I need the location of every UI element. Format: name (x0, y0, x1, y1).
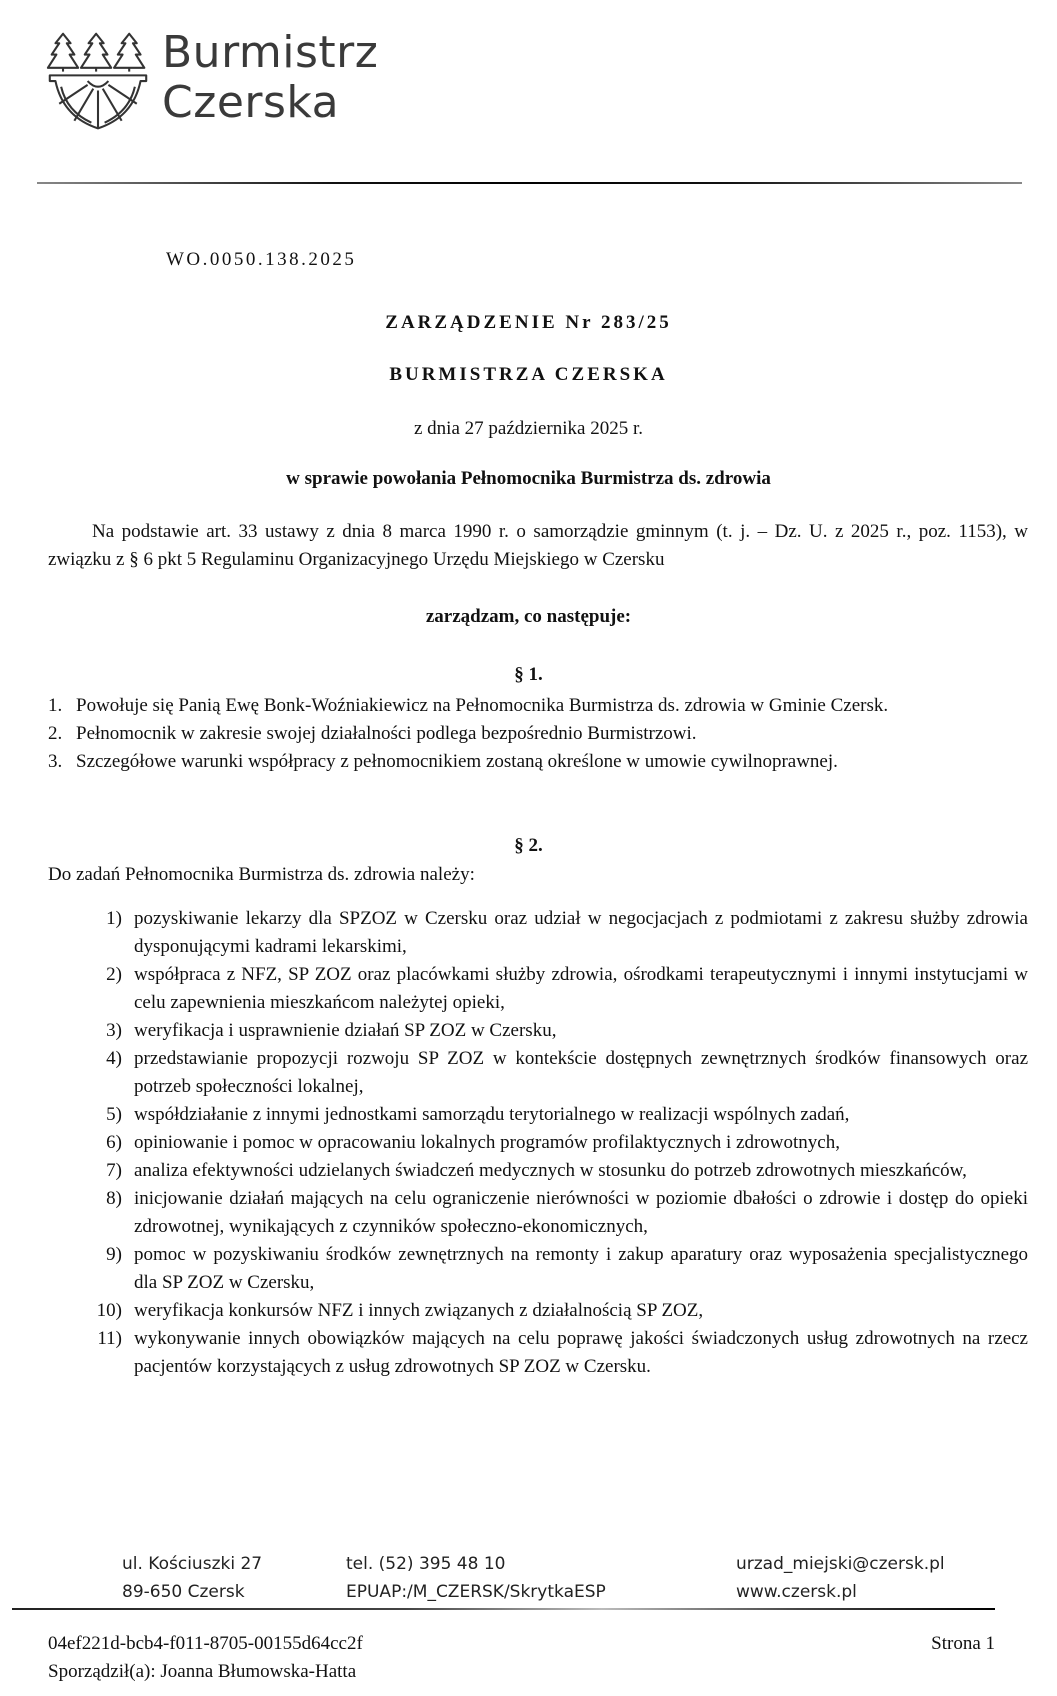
list-item (72, 905, 1028, 961)
list-item-text: przedstawianie propozycji rozwoju SP ZOZ w kontekście dostępnych zewnętrznych środków finansowych oraz potrzeb społeczności lokalnej, (134, 1048, 1028, 1097)
list-item-text: współpraca z NFZ, SP ZOZ oraz placówkami służby zdrowia, ośrodkami terapeutycznymi i innymi instytucjami w celu zapewnienia mieszkańcom należytej opieki, (134, 964, 1028, 1013)
list-item-number: 10) (96, 1300, 122, 1321)
list-item (48, 720, 1028, 748)
section-2-list (72, 905, 1028, 1381)
legal-basis-text: Na podstawie art. 33 ustawy z dnia 8 marca 1990 r. o samorządzie gminnym (t. j. – Dz. U. z 2025 r., poz. 1153), w związku z § 6 pkt 5 Regulaminu Organizacyjnego Urzędu Miejskiego w Czersku (48, 521, 1028, 570)
list-item (48, 692, 1028, 720)
list-item-number: 6) (106, 1132, 122, 1153)
contact-phone: tel. (52) 395 48 10 (346, 1554, 506, 1574)
list-item-number: 11) (97, 1328, 122, 1349)
contact-street: ul. Kościuszki 27 (122, 1554, 263, 1574)
list-item-text: inicjowanie działań mających na celu ograniczenie nierówności w poziomie dbałości o zdrowie i dostęp do opieki zdrowotnej, wynikających z czynników społeczno-ekonomicznych, (134, 1188, 1028, 1237)
logo-line-2: Czerska (162, 77, 340, 128)
legal-basis (48, 518, 1028, 574)
list-item-text: współdziałanie z innymi jednostkami samorządu terytorialnego w realizacji wspólnych zadań, (134, 1104, 850, 1125)
list-item-number: 1. (48, 695, 63, 716)
list-item (72, 1185, 1028, 1241)
page-number: Strona 1 (931, 1633, 995, 1654)
case-signature: WO.0050.138.2025 (166, 249, 357, 270)
section-1-heading: § 1. (514, 664, 543, 685)
list-item-number: 8) (106, 1188, 122, 1209)
list-item (72, 1297, 1028, 1325)
list-item-text: Powołuje się Panią Ewę Bonk-Woźniakiewicz na Pełnomocnika Burmistrza ds. zdrowia w Gminie Czersk. (76, 695, 889, 716)
list-item-text: analiza efektywności udzielanych świadczeń medycznych w stosunku do potrzeb zdrowotnych mieszkańców, (134, 1160, 967, 1181)
list-item (72, 1157, 1028, 1185)
footer-divider (12, 1608, 995, 1610)
list-item-number: 1) (106, 908, 122, 929)
document-title: ZARZĄDZENIE Nr 283/25 (385, 312, 672, 333)
footer-meta (48, 1630, 363, 1686)
list-item-text: wykonywanie innych obowiązków mających na celu poprawę jakości świadczonych usług zdrowotnych na rzecz pacjentów korzystających z usług zdrowotnych SP ZOZ w Czersku. (134, 1328, 1028, 1377)
list-item-number: 3. (48, 751, 63, 772)
logo-text (162, 28, 378, 128)
section-1-list (48, 692, 1028, 776)
contact-address (122, 1550, 262, 1606)
list-item (72, 1129, 1028, 1157)
contact-email-link[interactable]: urzad_miejski@czersk.pl (736, 1554, 945, 1574)
list-item-text: weryfikacja konkursów NFZ i innych związanych z działalnością SP ZOZ, (134, 1300, 704, 1321)
list-item (72, 1325, 1028, 1381)
contact-online (736, 1550, 945, 1606)
contact-website-link[interactable]: www.czersk.pl (736, 1582, 857, 1602)
list-item-text: opiniowanie i pomoc w opracowaniu lokalnych programów profilaktycznych i zdrowotnych, (134, 1132, 840, 1153)
trees-and-wheel-emblem-icon (46, 30, 150, 134)
section-2-heading: § 2. (514, 835, 543, 856)
prepared-by: Sporządził(a): Joanna Błumowska-Hatta (48, 1661, 357, 1682)
decree-statement: zarządzam, co następuje: (425, 606, 632, 627)
list-item-number: 2) (106, 964, 122, 985)
contact-epuap: EPUAP:/M_CZERSK/SkrytkaESP (346, 1582, 606, 1602)
list-item-number: 4) (106, 1048, 122, 1069)
document-id: 04ef221d-bcb4-f011-8705-00155d64cc2f (48, 1633, 363, 1654)
list-item-text: Pełnomocnik w zakresie swojej działalności podlega bezpośrednio Burmistrzowi. (76, 723, 697, 744)
document-subject: w sprawie powołania Pełnomocnika Burmistrza ds. zdrowia (286, 468, 771, 489)
logo (46, 27, 379, 134)
list-item-number: 2. (48, 723, 63, 744)
list-item-number: 9) (106, 1244, 122, 1265)
contact-channels (346, 1550, 606, 1606)
document-issuer: BURMISTRZA CZERSKA (389, 364, 668, 385)
list-item (72, 1045, 1028, 1101)
list-item (72, 1241, 1028, 1297)
list-item-number: 5) (106, 1104, 122, 1125)
list-item (72, 1017, 1028, 1045)
header-divider (37, 182, 1022, 184)
document-date: z dnia 27 października 2025 r. (414, 418, 643, 439)
section-2-intro: Do zadań Pełnomocnika Burmistrza ds. zdrowia należy: (48, 864, 475, 885)
list-item (72, 1101, 1028, 1129)
list-item-number: 3) (106, 1020, 122, 1041)
list-item-text: weryfikacja i usprawnienie działań SP ZOZ w Czersku, (134, 1020, 557, 1041)
list-item-text: pomoc w pozyskiwaniu środków zewnętrznych na remonty i zakup aparatury oraz wyposażenia specjalistycznego dla SP ZOZ w Czersku, (134, 1244, 1028, 1293)
contact-city: 89-650 Czersk (122, 1582, 245, 1602)
list-item (72, 961, 1028, 1017)
list-item-text: Szczegółowe warunki współpracy z pełnomocnikiem zostaną określone w umowie cywilnoprawnej. (76, 751, 838, 772)
list-item-number: 7) (106, 1160, 122, 1181)
list-item (48, 748, 1028, 776)
logo-line-1: Burmistrz (162, 27, 379, 78)
list-item-text: pozyskiwanie lekarzy dla SPZOZ w Czersku oraz udział w negocjacjach z podmiotami z zakresu służby zdrowia dysponującymi kadrami lekarskimi, (134, 908, 1028, 957)
